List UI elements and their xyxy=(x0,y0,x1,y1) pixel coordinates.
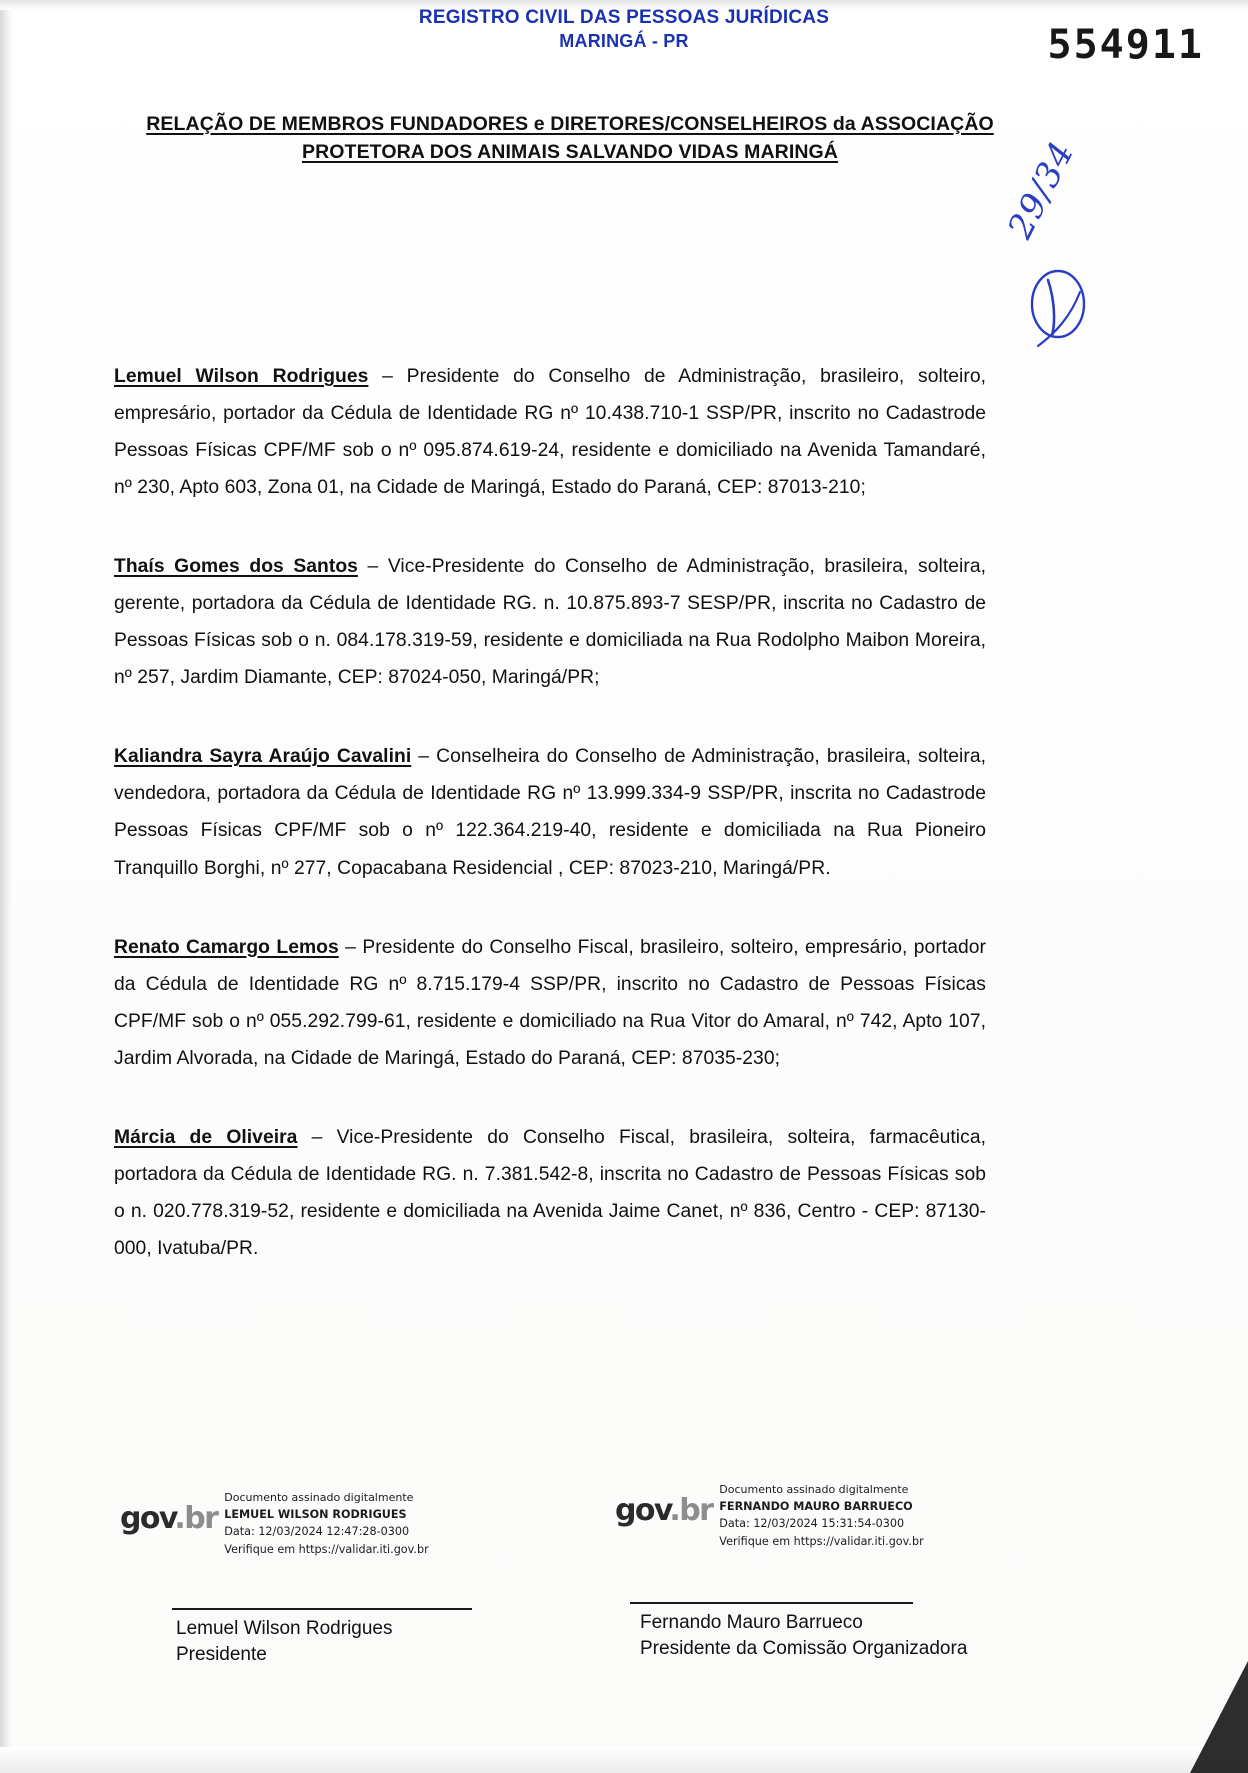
signature-signer: FERNANDO MAURO BARRUECO xyxy=(719,1500,913,1514)
member-name: Thaís Gomes dos Santos xyxy=(114,556,358,578)
signature-date: Data: 12/03/2024 15:31:54-0300 xyxy=(719,1517,905,1531)
member-paragraph xyxy=(114,358,986,506)
member-paragraph xyxy=(114,548,986,696)
signature-date: Data: 12/03/2024 12:47:28-0300 xyxy=(224,1525,410,1539)
signature-line-left xyxy=(172,1608,472,1610)
page-title-line1: RELAÇÃO DE MEMBROS FUNDADORES e DIRETORES/CONSELHEIROS da ASSOCIAÇÃO xyxy=(146,113,994,135)
scan-edge-bottom xyxy=(0,1747,1248,1773)
digital-signature-text-right xyxy=(719,1480,923,1550)
member-details: – Vice-Presidente do Conselho de Administração, brasileira, solteira, gerente, portadora da Cédula de Identidade RG. n. 10.875.893-7 SESP/PR, inscrita no Cadastro de Pessoas Físicas sob o n. 084.178.319-59, residente e domiciliada na Rua Rodolpho Maibon Moreira, nº 257, Jardim Diamante, CEP: 87024-050, Maringá/PR; xyxy=(114,556,986,689)
page-title-line2: PROTETORA DOS ANIMAIS SALVANDO VIDAS MARINGÁ xyxy=(302,141,838,164)
member-details: – Vice-Presidente do Conselho Fiscal, brasileira, solteira, farmacêutica, portadora da Cédula de Identidade RG. n. 7.381.542-8, inscrita no Cadastro de Pessoas Físicas sob o n. 020.778.319-52, residente e domiciliada na Avenida Jaime Canet, nº 836, Centro - CEP: 87130-000, Ivatuba/PR. xyxy=(114,1126,986,1259)
member-name: Renato Camargo Lemos xyxy=(114,936,339,958)
page-title xyxy=(120,110,1020,167)
govbr-logo-gov: gov xyxy=(615,1493,670,1528)
govbr-logo-icon xyxy=(120,1501,218,1536)
member-paragraph xyxy=(114,738,986,886)
signature-header: Documento assinado digitalmente xyxy=(719,1483,909,1496)
signature-verify-url: Verifique em https://validar.iti.gov.br xyxy=(224,1542,429,1556)
govbr-logo-br: .br xyxy=(669,1493,713,1528)
member-paragraph xyxy=(114,1119,986,1267)
signature-line-right xyxy=(630,1602,913,1604)
member-details: – Presidente do Conselho Fiscal, brasileiro, solteiro, empresário, portador da Cédula de Identidade RG nº 8.715.179-4 SSP/PR, inscrito no Cadastro de Pessoas Físicas CPF/MF sob o nº 055.292.799-61, residente e domiciliado na Rua Vitor do Amaral, nº 742, Apto 107, Jardim Alvorada, na Cidade de Maringá, Estado do Paraná, CEP: 87035-230; xyxy=(114,936,987,1069)
digital-signature-text-left xyxy=(224,1488,428,1558)
govbr-logo-br: .br xyxy=(174,1501,218,1536)
signatory-name: Fernando Mauro Barrueco xyxy=(640,1612,863,1633)
document-number: 554911 xyxy=(1047,22,1204,68)
member-name: Lemuel Wilson Rodrigues xyxy=(114,366,369,387)
signature-signer: LEMUEL WILSON RODRIGUES xyxy=(224,1508,407,1522)
member-details: – Conselheira do Conselho de Administração, brasileira, solteira, vendedora, portadora da Cédula de Identidade RG nº 13.999.334-9 SSP/PR, inscrita no Cadastrode Pessoas Físicas CPF/MF sob o nº 122.364.219-40, residente e domiciliada na Rua Pioneiro Tranquillo Borghi, nº 277, Copacabana Residencial , CEP: 87023-210, Maringá/PR. xyxy=(114,746,987,879)
signature-zone xyxy=(0,1483,1248,1688)
govbr-logo-gov: gov xyxy=(120,1501,175,1536)
handwritten-page-mark: 29/34 xyxy=(1000,135,1083,245)
digital-signature-stamp-left xyxy=(120,1488,429,1558)
govbr-logo-icon xyxy=(615,1493,713,1528)
member-name: Márcia de Oliveira xyxy=(114,1126,298,1148)
signature-block-right xyxy=(640,1610,967,1662)
signatory-name: Lemuel Wilson Rodrigues xyxy=(176,1618,393,1639)
member-name: Kaliandra Sayra Araújo Cavalini xyxy=(114,746,412,768)
registry-stamp-line1: REGISTRO CIVIL DAS PESSOAS JURÍDICAS xyxy=(418,7,830,28)
signatory-role: Presidente da Comissão Organizadora xyxy=(640,1638,968,1660)
member-paragraph xyxy=(114,929,986,1077)
signature-verify-url: Verifique em https://validar.iti.gov.br xyxy=(719,1534,924,1548)
member-details: – Presidente do Conselho de Administração, brasileiro, solteiro, empresário, portador da Cédula de Identidade RG nº 10.438.710-1 SSP/PR, inscrito no Cadastrode Pessoas Físicas CPF/MF sob o nº 095.874.619-24, residente e domiciliado na Avenida Tamandaré, nº 230, Apto 603, Zona 01, na Cidade de Maringá, Estado do Paraná, CEP: 87013-210; xyxy=(114,366,987,499)
digital-signature-stamp-right xyxy=(615,1480,924,1550)
handwritten-signature-icon xyxy=(1008,258,1098,348)
members-list xyxy=(114,358,986,1267)
signature-block-left xyxy=(176,1616,393,1668)
signature-header: Documento assinado digitalmente xyxy=(224,1491,414,1504)
signatory-role: Presidente xyxy=(176,1644,267,1666)
registry-stamp-line2: MARINGÁ - PR xyxy=(559,31,689,52)
